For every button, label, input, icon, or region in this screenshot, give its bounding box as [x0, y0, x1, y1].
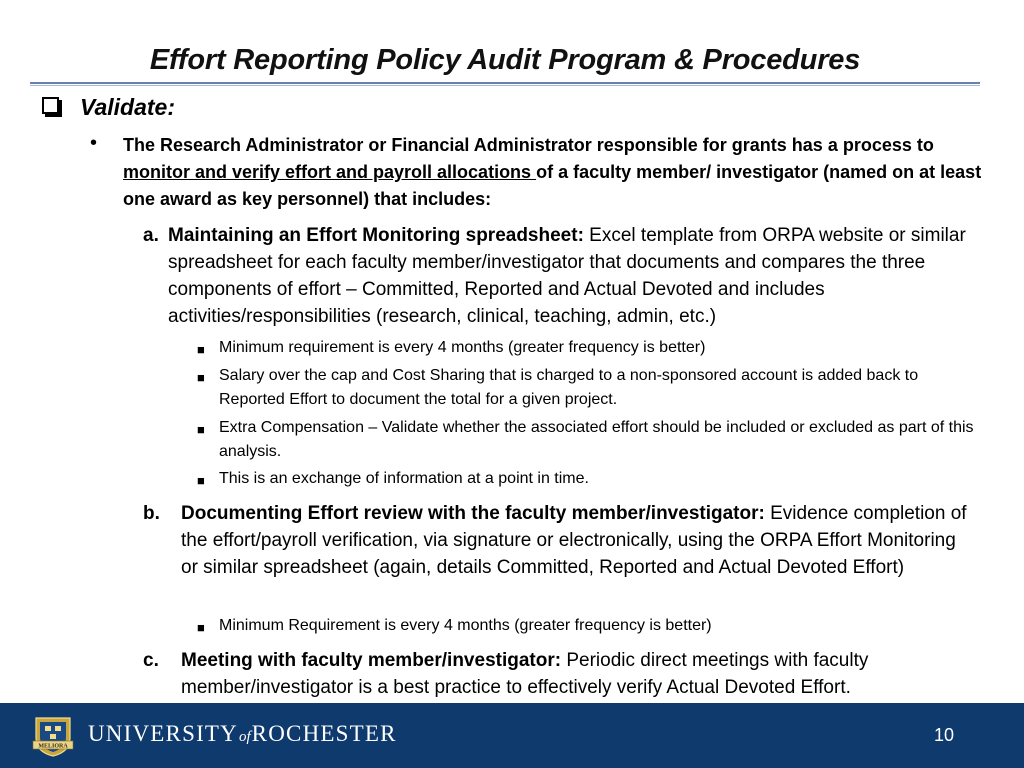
sub-bullet: [197, 467, 979, 491]
wordmark-rochester: ROCHESTER: [251, 721, 397, 746]
sub-bullet-text: Salary over the cap and Cost Sharing that is charged to a non-sponsored account is added back to Reported Effort to document the total for a given project.: [219, 367, 919, 408]
square-bullet-icon: ■: [197, 422, 205, 437]
wordmark-of: of: [239, 729, 251, 745]
university-seal-icon: [30, 714, 76, 758]
item-bold-label: Meeting with faculty member/investigator:: [181, 650, 562, 671]
intro-text-2: of a faculty member/ investigator (named on at least one award as key personnel) that includes:: [123, 162, 982, 209]
wordmark-university: UNIVERSITY: [88, 721, 238, 746]
page-number: 10: [933, 725, 954, 745]
title-underline: [30, 82, 980, 84]
round-bullet-icon: •: [90, 132, 98, 154]
square-bullet-icon: ■: [197, 473, 205, 488]
sub-bullet-text: This is an exchange of information at a point in time.: [219, 470, 589, 487]
sub-bullet: [197, 364, 979, 412]
sub-bullet-text: Extra Compensation – Validate whether the associated effort should be included or excluded as part of this analysis.: [219, 419, 974, 460]
item-text: [168, 222, 968, 330]
item-text: [181, 500, 971, 581]
section-heading: Validate:: [80, 94, 176, 120]
square-bullet-icon: ■: [197, 370, 205, 385]
intro-underlined-text: monitor and verify effort and payroll allocations: [123, 162, 537, 182]
item-text: [181, 647, 971, 701]
item-description: Excel template from ORPA website or similar spreadsheet for each faculty member/investigator that documents and compares the three components of effort – Committed, Reported and Actual Devoted and includes activities/responsibilities (research, clinical, teaching, admin, etc.): [168, 225, 966, 327]
sub-bullet: [197, 416, 979, 464]
item-marker: a.: [143, 225, 159, 246]
footer-bar: [0, 703, 1024, 768]
slide-title: Effort Reporting Policy Audit Program & Procedures: [149, 44, 861, 76]
sub-bullet: [197, 614, 979, 638]
square-bullet-icon: ■: [197, 342, 205, 357]
university-wordmark: [88, 721, 397, 747]
item-marker: b.: [143, 503, 160, 524]
item-description: Evidence completion of the effort/payroll verification, via signature or electronically, using the ORPA Effort Monitoring or similar spreadsheet (again, details Committed, Reported and Actual Devoted Effort): [181, 503, 967, 578]
intro-paragraph: [123, 132, 983, 213]
sub-bullet: [197, 336, 979, 360]
sub-bullet-text: Minimum requirement is every 4 months (greater frequency is better): [219, 339, 706, 356]
item-marker: c.: [143, 650, 159, 671]
sub-bullet-text: Minimum Requirement is every 4 months (greater frequency is better): [219, 617, 712, 634]
item-description: Periodic direct meetings with faculty member/investigator is a best practice to effectively verify Actual Devoted Effort.: [181, 650, 869, 698]
svg-text:MELIORA: MELIORA: [38, 743, 68, 750]
square-bullet-icon: ■: [197, 620, 205, 635]
checkbox-bullet-icon: [42, 97, 59, 114]
item-bold-label: Maintaining an Effort Monitoring spreadsheet:: [168, 225, 584, 246]
item-bold-label: Documenting Effort review with the faculty member/investigator:: [181, 503, 765, 524]
title-underline-light: [30, 85, 980, 86]
intro-text-1: The Research Administrator or Financial Administrator responsible for grants has a process to: [123, 135, 934, 155]
